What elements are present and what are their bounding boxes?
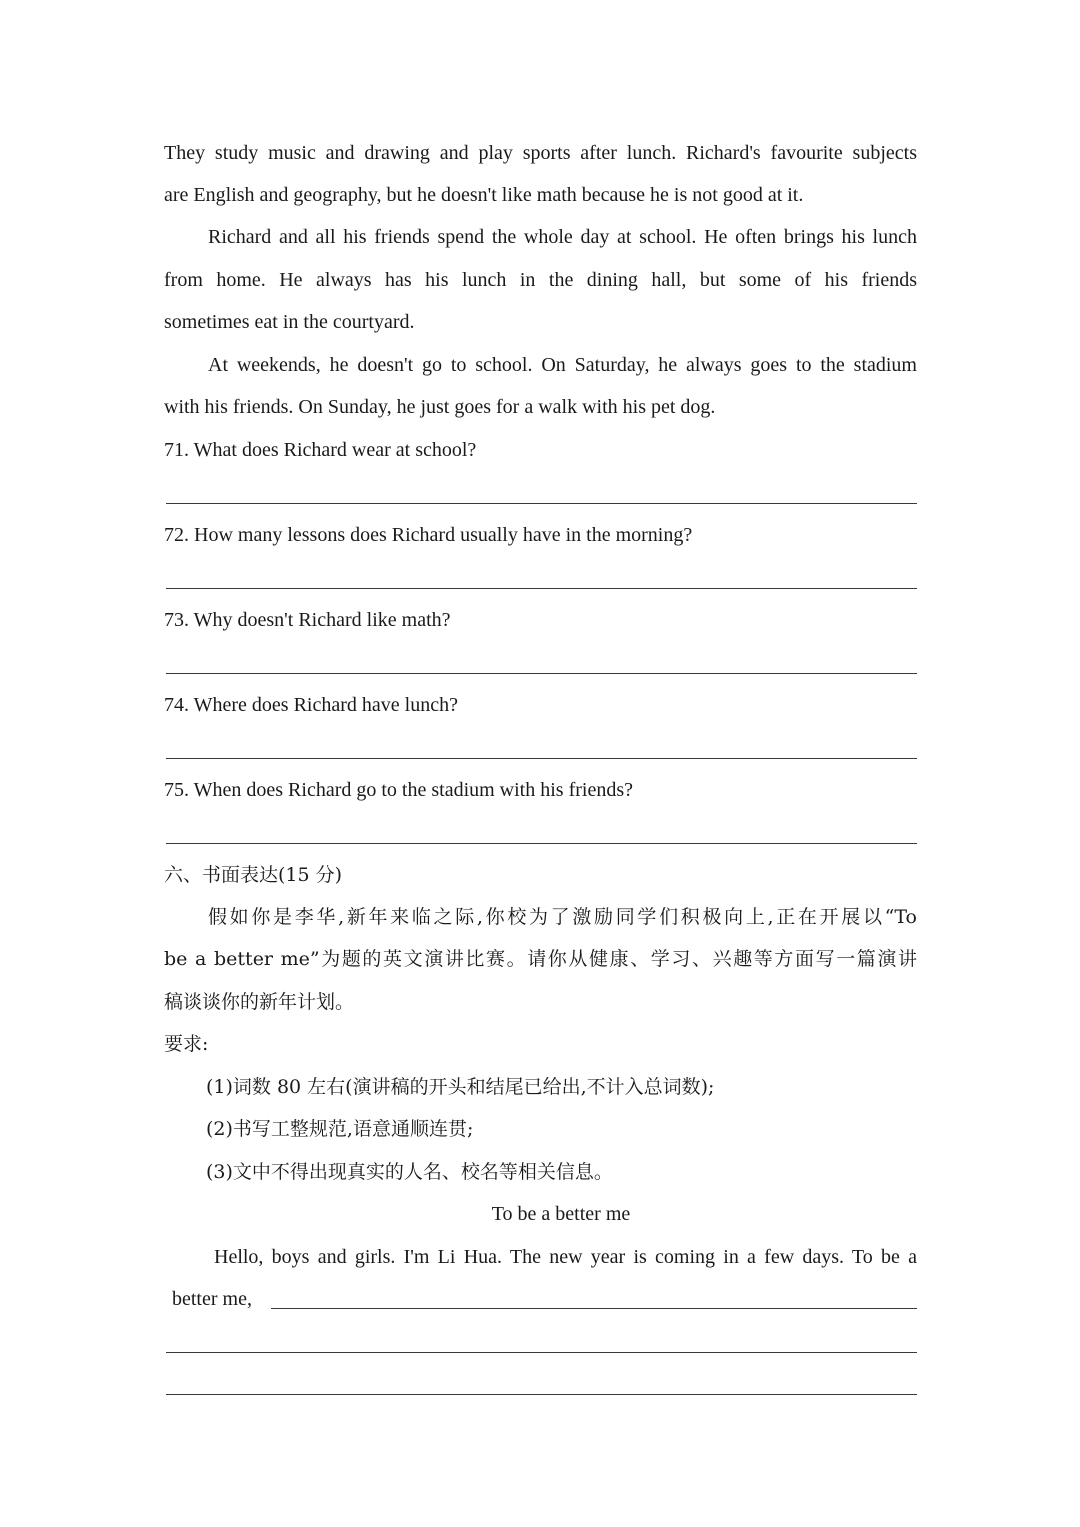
question-75: 75. When does Richard go to the stadium with his friends? <box>164 779 633 801</box>
passage-line: with his friends. On Sunday, he just goes for a walk with his pet dog. <box>164 396 716 418</box>
requirement-item: (2)书写工整规范,语意通顺连贯; <box>206 1118 474 1140</box>
passage-line: At weekends, he doesn't go to school. On Saturday, he always goes to the stadium <box>208 354 917 376</box>
passage-line: They study music and drawing and play sports after lunch. Richard's favourite subjects <box>164 142 917 164</box>
passage-line: sometimes eat in the courtyard. <box>164 311 415 333</box>
prompt-line: 假如你是李华,新年来临之际,你校为了激励同学们积极向上,正在开展以“To <box>208 906 917 928</box>
answer-line-73[interactable] <box>166 673 917 674</box>
prompt-line: be a better me”为题的英文演讲比赛。请你从健康、学习、兴趣等方面写一篇演讲 <box>164 948 917 970</box>
answer-line-75[interactable] <box>166 843 917 844</box>
essay-opening: Hello, boys and girls. I'm Li Hua. The new year is coming in a few days. To be a <box>214 1246 917 1268</box>
requirement-item: (3)文中不得出现真实的人名、校名等相关信息。 <box>206 1161 613 1183</box>
passage-line: Richard and all his friends spend the whole day at school. He often brings his lunch <box>208 226 917 248</box>
essay-title: To be a better me <box>491 1203 631 1225</box>
essay-first-fill <box>172 1285 917 1313</box>
essay-fill-line[interactable] <box>271 1308 917 1309</box>
requirements-label: 要求: <box>164 1033 209 1055</box>
answer-line-71[interactable] <box>166 503 917 504</box>
essay-writing-line[interactable] <box>166 1394 917 1395</box>
answer-line-74[interactable] <box>166 758 917 759</box>
section-title: 六、书面表达(15 分) <box>164 864 343 886</box>
essay-continuation: better me, <box>172 1288 252 1310</box>
passage-line: are English and geography, but he doesn't like math because he is not good at it. <box>164 184 804 206</box>
requirement-item: (1)词数 80 左右(演讲稿的开头和结尾已给出,不计入总词数); <box>206 1076 715 1098</box>
passage-line: from home. He always has his lunch in the dining hall, but some of his friends <box>164 269 917 291</box>
question-72: 72. How many lessons does Richard usually have in the morning? <box>164 524 693 546</box>
question-71: 71. What does Richard wear at school? <box>164 439 477 461</box>
exam-page <box>164 0 917 1527</box>
essay-writing-line[interactable] <box>166 1352 917 1353</box>
question-74: 74. Where does Richard have lunch? <box>164 694 458 716</box>
prompt-line: 稿谈谈你的新年计划。 <box>164 991 355 1013</box>
question-73: 73. Why doesn't Richard like math? <box>164 609 451 631</box>
answer-line-72[interactable] <box>166 588 917 589</box>
